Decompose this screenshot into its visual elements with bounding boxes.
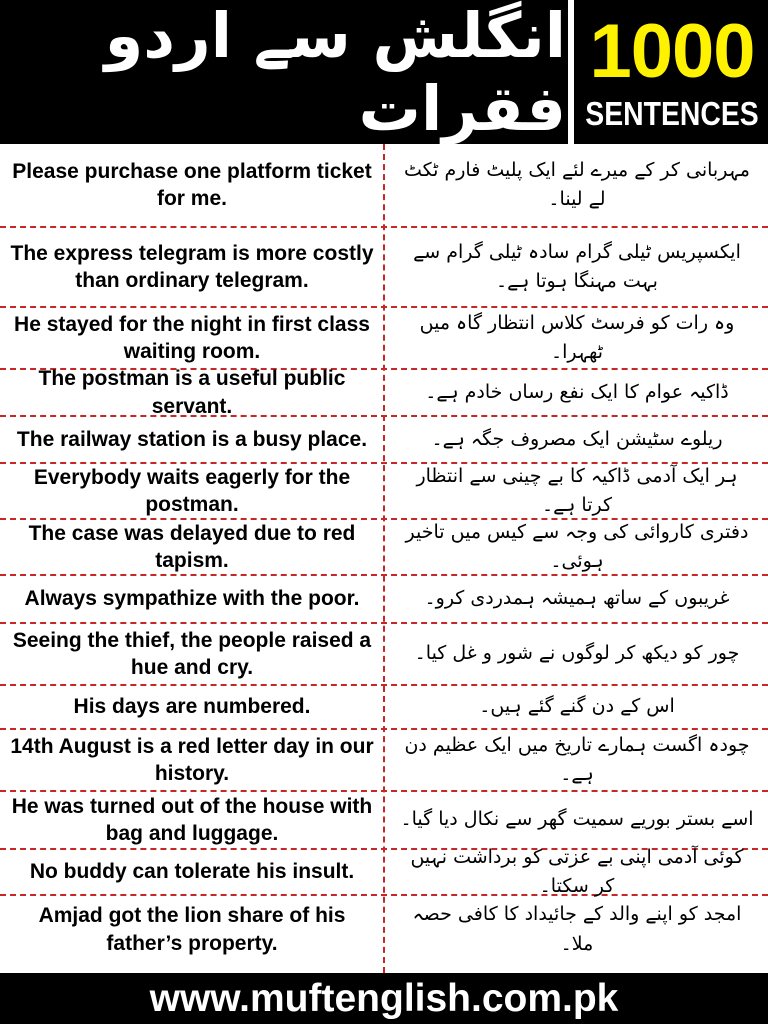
english-sentence: His days are numbered.	[73, 695, 311, 719]
english-sentence: The express telegram is more costly than ordinary telegram.	[10, 241, 374, 292]
urdu-translation: امجد کو اپنے والد کے جائیداد کا کافی حصہ ملا۔	[412, 903, 742, 955]
urdu-translation: مہربانی کر کے میرے لئے ایک پلیٹ فارم ٹکٹ لے لینا۔	[404, 158, 750, 210]
urdu-translation: ہر ایک آدمی ڈاکیہ کا بے چینی سے انتظار کرتا ہے۔	[416, 464, 738, 516]
english-sentence: He was turned out of the house with bag and luggage.	[11, 794, 373, 845]
urdu-translation: اس کے دن گنے گئے ہیں۔	[479, 695, 675, 718]
english-sentence: Always sympathize with the poor.	[24, 587, 360, 611]
urdu-translation: ریلوے سٹیشن ایک مصروف جگہ ہے۔	[431, 427, 723, 450]
english-sentence: No buddy can tolerate his insult.	[29, 860, 355, 884]
english-sentence: The railway station is a busy place.	[16, 427, 368, 451]
english-sentence: The case was delayed due to red tapism.	[28, 521, 356, 572]
english-sentence: He stayed for the night in first class waiting room.	[14, 312, 370, 363]
urdu-translation: چور کو دیکھ کر لوگوں نے شور و غل کیا۔	[414, 642, 740, 665]
english-sentence: Seeing the thief, the people raised a hue and cry.	[12, 628, 372, 679]
urdu-translation: چودہ اگست ہمارے تاریخ میں ایک عظیم دن ہے۔	[404, 733, 750, 785]
urdu-translation: دفتری کاروائی کی وجہ سے کیس میں تاخیر ہوئی۔	[405, 520, 749, 572]
english-sentence: The postman is a useful public servant.	[38, 367, 346, 418]
english-sentence: Amjad got the lion share of his father’s property.	[38, 904, 346, 955]
english-sentence: Everybody waits eagerly for the postman.	[33, 465, 351, 516]
english-sentence: Please purchase one platform ticket for me.	[12, 159, 372, 210]
urdu-translation: ایکسپریس ٹیلی گرام سادہ ٹیلی گرام سے بہت مہنگا ہوتا ہے۔	[413, 240, 741, 292]
column-divider	[383, 144, 385, 973]
urdu-translation: وہ رات کو فرسٹ کلاس انتظار گاہ میں ٹھہرا۔	[419, 311, 735, 363]
header-divider	[568, 0, 574, 144]
urdu-translation: اسے بستر بوریے سمیت گھر سے نکال دیا گیا۔	[400, 808, 754, 831]
sentence-count: 1000	[589, 8, 755, 94]
website-footer[interactable]: www.muftenglish.com.pk	[0, 973, 768, 1024]
header-banner	[0, 0, 768, 144]
sentence-count-label: SENTENCES	[585, 95, 759, 132]
page-title-urdu: انگلش سے اردو فقرات	[104, 0, 566, 145]
english-sentence: 14th August is a red letter day in our history.	[10, 734, 374, 785]
urdu-translation: ڈاکیہ عوام کا ایک نفع رساں خادم ہے۔	[425, 380, 729, 403]
urdu-translation: غریبوں کے ساتھ ہمیشہ ہمدردی کرو۔	[424, 587, 730, 610]
urdu-translation: کوئی آدمی اپنی بے عزتی کو برداشت نہیں کر سکتا۔	[410, 845, 744, 897]
